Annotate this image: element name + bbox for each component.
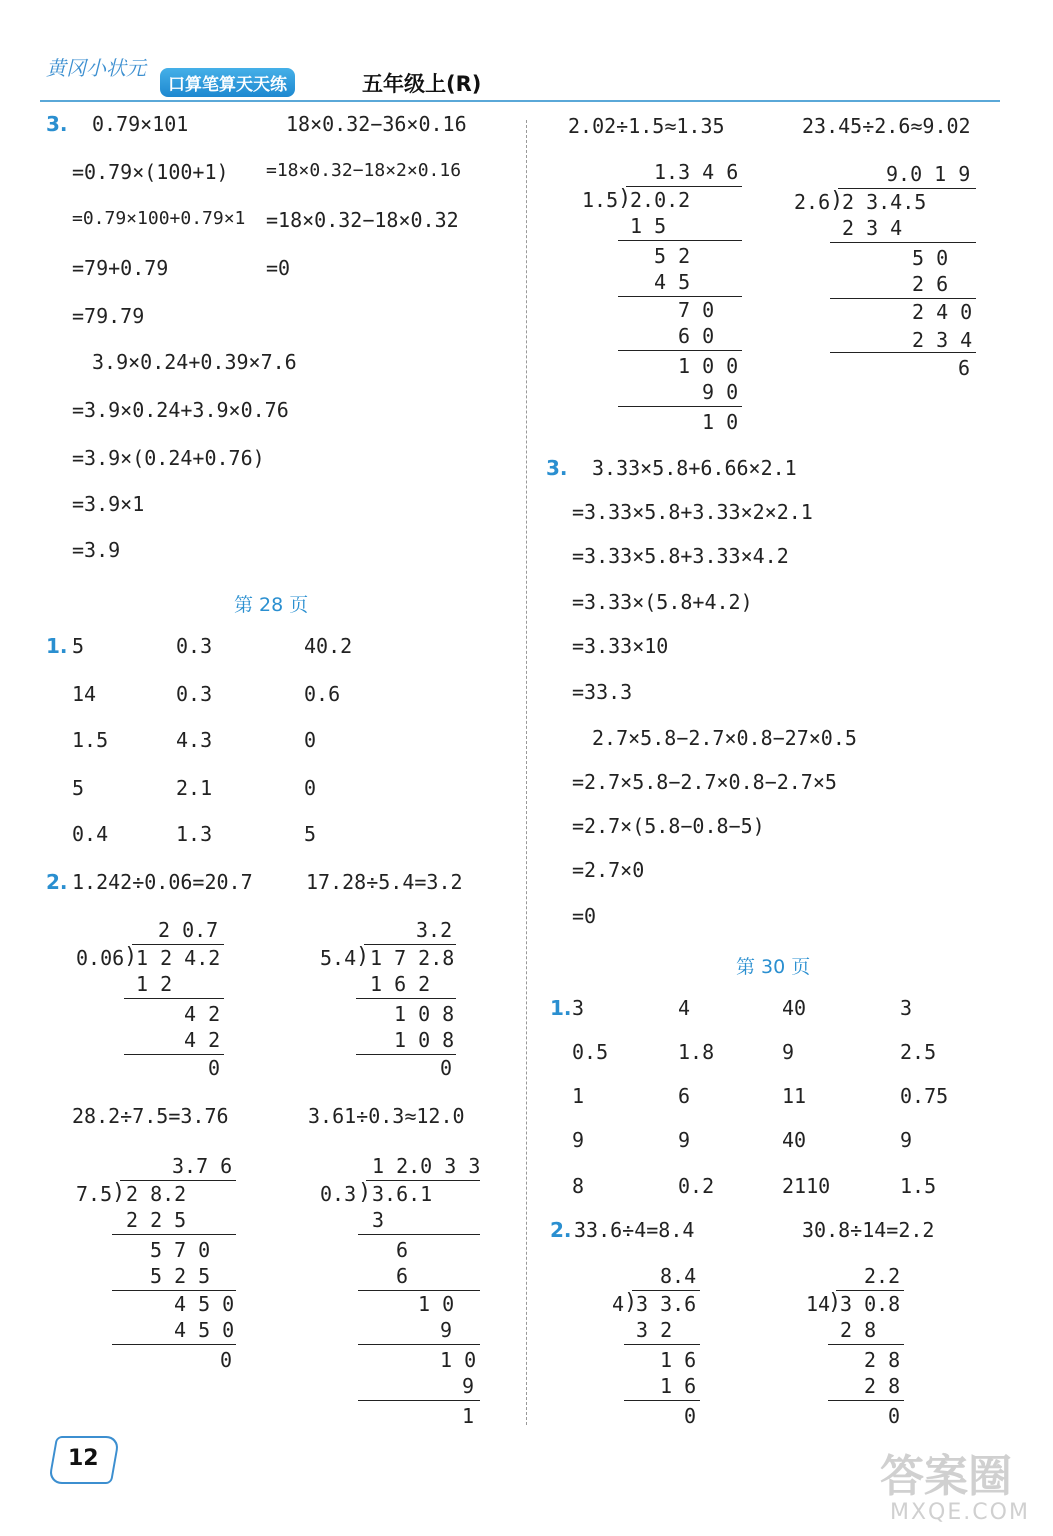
quotient: 3.7 6 xyxy=(172,1154,233,1178)
equation-line: 17.28÷5.4=3.2 xyxy=(306,870,463,894)
work-rule xyxy=(828,1344,904,1345)
banner-title: 口算笔算天天练 xyxy=(160,68,295,97)
equation-line: =3.33×10 xyxy=(572,634,669,658)
answer-cell: 14 xyxy=(72,682,97,706)
divisor: 0.3 xyxy=(320,1182,357,1206)
division-overline xyxy=(626,186,742,187)
work-step: 9 0 xyxy=(702,380,739,404)
answer-cell: 40 xyxy=(782,1128,807,1152)
division-bracket: ) xyxy=(624,1290,638,1315)
answer-cell: 40 xyxy=(782,996,807,1020)
answer-cell: 0.6 xyxy=(304,682,341,706)
question-number: 2. xyxy=(46,870,68,894)
answer-cell: 1.3 xyxy=(176,822,213,846)
quotient: 3.2 xyxy=(416,918,453,942)
answer-cell: 2.1 xyxy=(176,776,213,800)
equation-line: =3.9×1 xyxy=(72,492,145,516)
work-rule xyxy=(624,1400,700,1401)
answer-cell: 1.5 xyxy=(72,728,109,752)
dividend: 3 0.8 xyxy=(840,1292,901,1316)
work-rule xyxy=(358,1400,480,1401)
equation-line: =2.7×0 xyxy=(572,858,645,882)
answer-cell: 1.8 xyxy=(678,1040,715,1064)
remainder: 1 0 xyxy=(702,410,739,434)
equation-line: =0 xyxy=(266,256,291,280)
answer-cell: 0 xyxy=(304,776,317,800)
answer-cell: 11 xyxy=(782,1084,807,1108)
quotient: 8.4 xyxy=(660,1264,697,1288)
answer-cell: 6 xyxy=(678,1084,691,1108)
remainder: 0 xyxy=(888,1404,901,1428)
division-overline xyxy=(364,944,456,945)
work-step: 6 xyxy=(396,1238,409,1262)
work-step: 1 6 2 xyxy=(370,972,431,996)
answer-cell: 0.5 xyxy=(572,1040,609,1064)
work-step: 5 7 0 xyxy=(150,1238,211,1262)
division-overline xyxy=(120,1180,236,1181)
equation-line: 2.02÷1.5≈1.35 xyxy=(568,114,725,138)
work-step: 5 2 5 xyxy=(150,1264,211,1288)
equation-line: =3.9×(0.24+0.76) xyxy=(72,446,265,470)
work-step: 3 xyxy=(372,1208,385,1232)
watermark-url: MXQE.COM xyxy=(890,1500,1030,1525)
answer-cell: 9 xyxy=(678,1128,691,1152)
division-bracket: ) xyxy=(112,1180,126,1205)
work-step: 4 2 xyxy=(184,1002,221,1026)
division-overline xyxy=(836,1290,904,1291)
answer-cell: 0.3 xyxy=(176,682,213,706)
work-step: 1 6 xyxy=(660,1374,697,1398)
work-step: 2 2 5 xyxy=(126,1208,187,1232)
quotient: 2 0.7 xyxy=(158,918,219,942)
work-rule xyxy=(618,296,742,297)
answer-cell: 0 xyxy=(304,728,317,752)
dividend: 2 3.4.5 xyxy=(842,190,927,214)
equation-line: 30.8÷14=2.2 xyxy=(802,1218,935,1242)
equation-line: 28.2÷7.5=3.76 xyxy=(72,1104,229,1128)
grade-label: 五年级上(R) xyxy=(362,72,482,96)
work-step: 1 5 xyxy=(630,214,667,238)
dividend: 1 2 4.2 xyxy=(136,946,221,970)
work-step: 2 8 xyxy=(864,1374,901,1398)
division-bracket: ) xyxy=(356,944,370,969)
work-step: 2 8 xyxy=(864,1348,901,1372)
question-number: 1. xyxy=(46,634,68,658)
work-step: 1 0 xyxy=(440,1348,477,1372)
quotient: 2.2 xyxy=(864,1264,901,1288)
work-step: 1 2 xyxy=(136,972,173,996)
equation-line: =3.33×5.8+3.33×2×2.1 xyxy=(572,500,813,524)
dividend: 3.6.1 xyxy=(372,1182,433,1206)
work-step: 4 5 xyxy=(654,270,691,294)
quotient: 9.0 1 9 xyxy=(886,162,971,186)
work-step: 5 2 xyxy=(654,244,691,268)
remainder: 1 xyxy=(462,1404,475,1428)
division-bracket: ) xyxy=(124,944,138,969)
work-step: 9 xyxy=(462,1374,475,1398)
divisor: 2.6 xyxy=(794,190,831,214)
work-rule xyxy=(618,350,742,351)
equation-line: =79.79 xyxy=(72,304,145,328)
division-overline xyxy=(632,1290,700,1291)
work-rule xyxy=(356,1054,456,1055)
answer-cell: 5 xyxy=(72,634,85,658)
division-bracket: ) xyxy=(830,188,844,213)
work-step: 4 5 0 xyxy=(174,1318,235,1342)
work-rule xyxy=(356,998,456,999)
equation-line: =3.33×(5.8+4.2) xyxy=(572,590,753,614)
division-overline xyxy=(132,944,224,945)
remainder: 0 xyxy=(440,1056,453,1080)
work-step: 2 3 4 xyxy=(842,216,903,240)
equation-line: =3.33×5.8+3.33×4.2 xyxy=(572,544,789,568)
answer-cell: 40.2 xyxy=(304,634,353,658)
work-step: 3 2 xyxy=(636,1318,673,1342)
work-rule xyxy=(358,1234,480,1235)
question-number: 3. xyxy=(546,456,568,480)
work-step: 2 3 4 xyxy=(912,328,973,352)
answer-cell: 9 xyxy=(782,1040,795,1064)
equation-line: =3.9 xyxy=(72,538,121,562)
work-step: 4 5 0 xyxy=(174,1292,235,1316)
work-step: 1 0 8 xyxy=(394,1002,455,1026)
equation-line: =79+0.79 xyxy=(72,256,169,280)
work-step: 2 4 0 xyxy=(912,300,973,324)
work-step: 1 6 xyxy=(660,1348,697,1372)
divisor: 5.4 xyxy=(320,946,357,970)
division-bracket: ) xyxy=(358,1180,372,1205)
work-rule xyxy=(624,1344,700,1345)
work-step: 6 0 xyxy=(678,324,715,348)
dividend: 1 7 2.8 xyxy=(370,946,455,970)
remainder: 0 xyxy=(684,1404,697,1428)
work-rule xyxy=(830,298,976,299)
work-rule xyxy=(830,242,976,243)
page-number: 12 xyxy=(68,1446,99,1471)
equation-line: =0.79×100+0.79×1 xyxy=(72,208,246,229)
work-rule xyxy=(124,998,224,999)
remainder: 6 xyxy=(958,356,971,380)
work-step: 2 6 xyxy=(912,272,949,296)
answer-cell: 0.75 xyxy=(900,1084,949,1108)
logo: 黄冈小状元 xyxy=(46,56,146,80)
answer-cell: 5 xyxy=(72,776,85,800)
answer-cell: 8 xyxy=(572,1174,585,1198)
work-step: 7 0 xyxy=(678,298,715,322)
column-divider xyxy=(526,120,527,1425)
answer-cell: 4 xyxy=(678,996,691,1020)
equation-line: 18×0.32−36×0.16 xyxy=(286,112,467,136)
answer-cell: 9 xyxy=(572,1128,585,1152)
work-step: 1 0 8 xyxy=(394,1028,455,1052)
work-rule xyxy=(618,406,742,407)
answer-cell: 3 xyxy=(572,996,585,1020)
work-rule xyxy=(112,1344,236,1345)
quotient: 1 2.0 3 3 xyxy=(372,1154,481,1178)
work-rule xyxy=(112,1290,236,1291)
dividend: 2.0.2 xyxy=(630,188,691,212)
dividend: 2 8.2 xyxy=(126,1182,187,1206)
equation-line: 3.9×0.24+0.39×7.6 xyxy=(92,350,297,374)
work-rule xyxy=(112,1234,236,1235)
divisor: 0.06 xyxy=(76,946,125,970)
equation-line: 1.242÷0.06=20.7 xyxy=(72,870,253,894)
work-rule xyxy=(828,1400,904,1401)
equation-line: =2.7×5.8−2.7×0.8−2.7×5 xyxy=(572,770,837,794)
work-rule xyxy=(124,1054,224,1055)
work-step: 6 xyxy=(396,1264,409,1288)
answer-cell: 5 xyxy=(304,822,317,846)
page-heading-28: 第 28 页 xyxy=(234,594,309,616)
equation-line: 0.79×101 xyxy=(92,112,189,136)
division-bracket: ) xyxy=(618,186,632,211)
answer-cell: 2110 xyxy=(782,1174,831,1198)
answer-cell: 4.3 xyxy=(176,728,213,752)
question-number: 2. xyxy=(550,1218,572,1242)
question-number: 3. xyxy=(46,112,68,136)
divisor: 4 xyxy=(612,1292,625,1316)
equation-line: =0 xyxy=(572,904,597,928)
equation-line: =33.3 xyxy=(572,680,633,704)
division-overline xyxy=(838,188,976,189)
header-rule xyxy=(40,100,1000,102)
equation-line: =2.7×(5.8−0.8−5) xyxy=(572,814,765,838)
equation-line: 2.7×5.8−2.7×0.8−27×0.5 xyxy=(592,726,857,750)
answer-cell: 1 xyxy=(572,1084,585,1108)
equation-line: =3.9×0.24+3.9×0.76 xyxy=(72,398,289,422)
quotient: 1.3 4 6 xyxy=(654,160,739,184)
equation-line: =18×0.32−18×0.32 xyxy=(266,208,459,232)
answer-cell: 3 xyxy=(900,996,913,1020)
equation-line: 3.61÷0.3≈12.0 xyxy=(308,1104,465,1128)
work-rule xyxy=(358,1290,480,1291)
work-step: 2 8 xyxy=(840,1318,877,1342)
divisor: 1.5 xyxy=(582,188,619,212)
work-rule xyxy=(830,352,976,353)
answer-cell: 0.4 xyxy=(72,822,109,846)
divisor: 7.5 xyxy=(76,1182,113,1206)
work-rule xyxy=(618,240,742,241)
division-bracket: ) xyxy=(828,1290,842,1315)
division-overline xyxy=(366,1180,480,1181)
work-rule xyxy=(358,1344,480,1345)
work-step: 1 0 xyxy=(418,1292,455,1316)
answer-cell: 1.5 xyxy=(900,1174,937,1198)
question-number: 1. xyxy=(550,996,572,1020)
equation-line: 33.6÷4=8.4 xyxy=(574,1218,695,1242)
answer-cell: 0.2 xyxy=(678,1174,715,1198)
page-heading-30: 第 30 页 xyxy=(736,956,811,978)
remainder: 0 xyxy=(220,1348,233,1372)
answer-cell: 9 xyxy=(900,1128,913,1152)
watermark-logo: 答案圈 xyxy=(880,1451,1012,1502)
equation-line: 23.45÷2.6≈9.02 xyxy=(802,114,971,138)
answer-cell: 2.5 xyxy=(900,1040,937,1064)
work-step: 1 0 0 xyxy=(678,354,739,378)
equation-line: 3.33×5.8+6.66×2.1 xyxy=(592,456,797,480)
work-step: 5 0 xyxy=(912,246,949,270)
answer-cell: 0.3 xyxy=(176,634,213,658)
equation-line: =0.79×(100+1) xyxy=(72,160,229,184)
equation-line: =18×0.32−18×2×0.16 xyxy=(266,160,462,181)
work-step: 9 xyxy=(440,1318,453,1342)
work-step: 4 2 xyxy=(184,1028,221,1052)
divisor: 14 xyxy=(806,1292,831,1316)
dividend: 3 3.6 xyxy=(636,1292,697,1316)
remainder: 0 xyxy=(208,1056,221,1080)
